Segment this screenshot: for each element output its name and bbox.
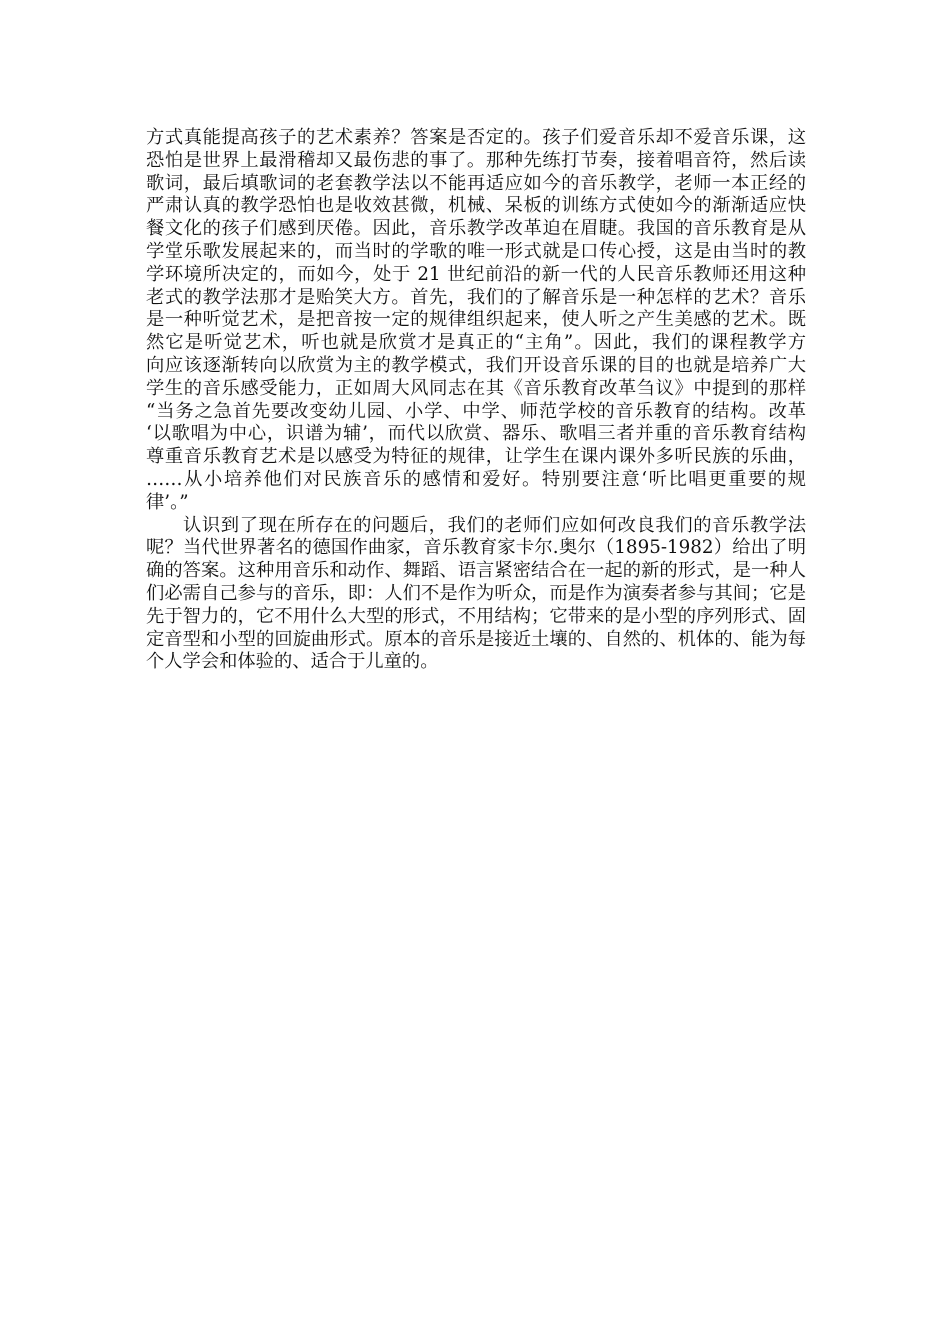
text-line: 学环境所决定的，而如今，处于 21 世纪前沿的新一代的人民音乐教师还用这种 xyxy=(146,263,806,285)
document-body xyxy=(146,127,806,674)
text-line: 是一种听觉艺术，是把音按一定的规律组织起来，使人听之产生美感的艺术。既 xyxy=(146,309,806,331)
text-line: “当务之急首先要改变幼儿园、小学、中学、师范学校的音乐教育的结构。改革 xyxy=(146,400,806,422)
text-line: 先于智力的，它不用什么大型的形式，不用结构；它带来的是小型的序列形式、固 xyxy=(146,605,806,627)
text-line: 方式真能提高孩子的艺术素养？答案是否定的。孩子们爱音乐却不爱音乐课，这 xyxy=(146,127,806,148)
text-line: 歌词，最后填歌词的老套教学法以不能再适应如今的音乐教学，老师一本正经的 xyxy=(146,172,806,194)
text-line: 学堂乐歌发展起来的，而当时的学歌的唯一形式就是口传心授，这是由当时的教 xyxy=(146,240,806,262)
text-line: 恐怕是世界上最滑稽却又最伤悲的事了。那种先练打节奏，接着唱音符，然后读 xyxy=(146,149,806,171)
text-line: 餐文化的孩子们感到厌倦。因此，音乐教学改革迫在眉睫。我国的音乐教育是从 xyxy=(146,218,806,240)
text-line: 个人学会和体验的、适合于儿童的。 xyxy=(146,651,439,673)
text-line: ……从小培养他们对民族音乐的感情和爱好。特别要注意‘听比唱更重要的规 xyxy=(146,468,806,490)
text-line: 确的答案。这种用音乐和动作、舞蹈、语言紧密结合在一起的新的形式，是一种人 xyxy=(146,560,806,582)
text-line: 老式的教学法那才是贻笑大方。首先，我们的了解音乐是一种怎样的艺术？音乐 xyxy=(146,286,806,308)
text-line: 认识到了现在所存在的问题后，我们的老师们应如何改良我们的音乐教学法 xyxy=(183,514,806,536)
text-line: 严肃认真的教学恐怕也是收效甚微，机械、呆板的训练方式使如今的渐渐适应快 xyxy=(146,195,806,217)
text-line: 然它是听觉艺术，听也就是欣赏才是真正的“主角”。因此，我们的课程教学方 xyxy=(146,332,806,354)
text-line: 律’。” xyxy=(146,491,189,513)
paragraph-2 xyxy=(146,515,806,675)
text-line: 呢？当代世界著名的德国作曲家，音乐教育家卡尔.奥尔（1895-1982）给出了明 xyxy=(146,537,806,559)
text-line: 们必需自己参与的音乐，即：人们不是作为听众，而是作为演奏者参与其间；它是 xyxy=(146,582,806,604)
text-line: 定音型和小型的回旋曲形式。原本的音乐是接近土壤的、自然的、机体的、能为每 xyxy=(146,628,806,650)
paragraph-1 xyxy=(146,127,806,515)
text-line: 学生的音乐感受能力，正如周大风同志在其《音乐教育改革刍议》中提到的那样 xyxy=(146,377,806,399)
text-line: 向应该逐渐转向以欣赏为主的教学模式，我们开设音乐课的目的也就是培养广大 xyxy=(146,354,806,376)
text-line: 尊重音乐教育艺术是以感受为特征的规律，让学生在课内课外多听民族的乐曲， xyxy=(146,446,806,468)
text-line: ‘以歌唱为中心，识谱为辅’，而代以欣赏、器乐、歌唱三者并重的音乐教育结构 xyxy=(146,423,806,445)
